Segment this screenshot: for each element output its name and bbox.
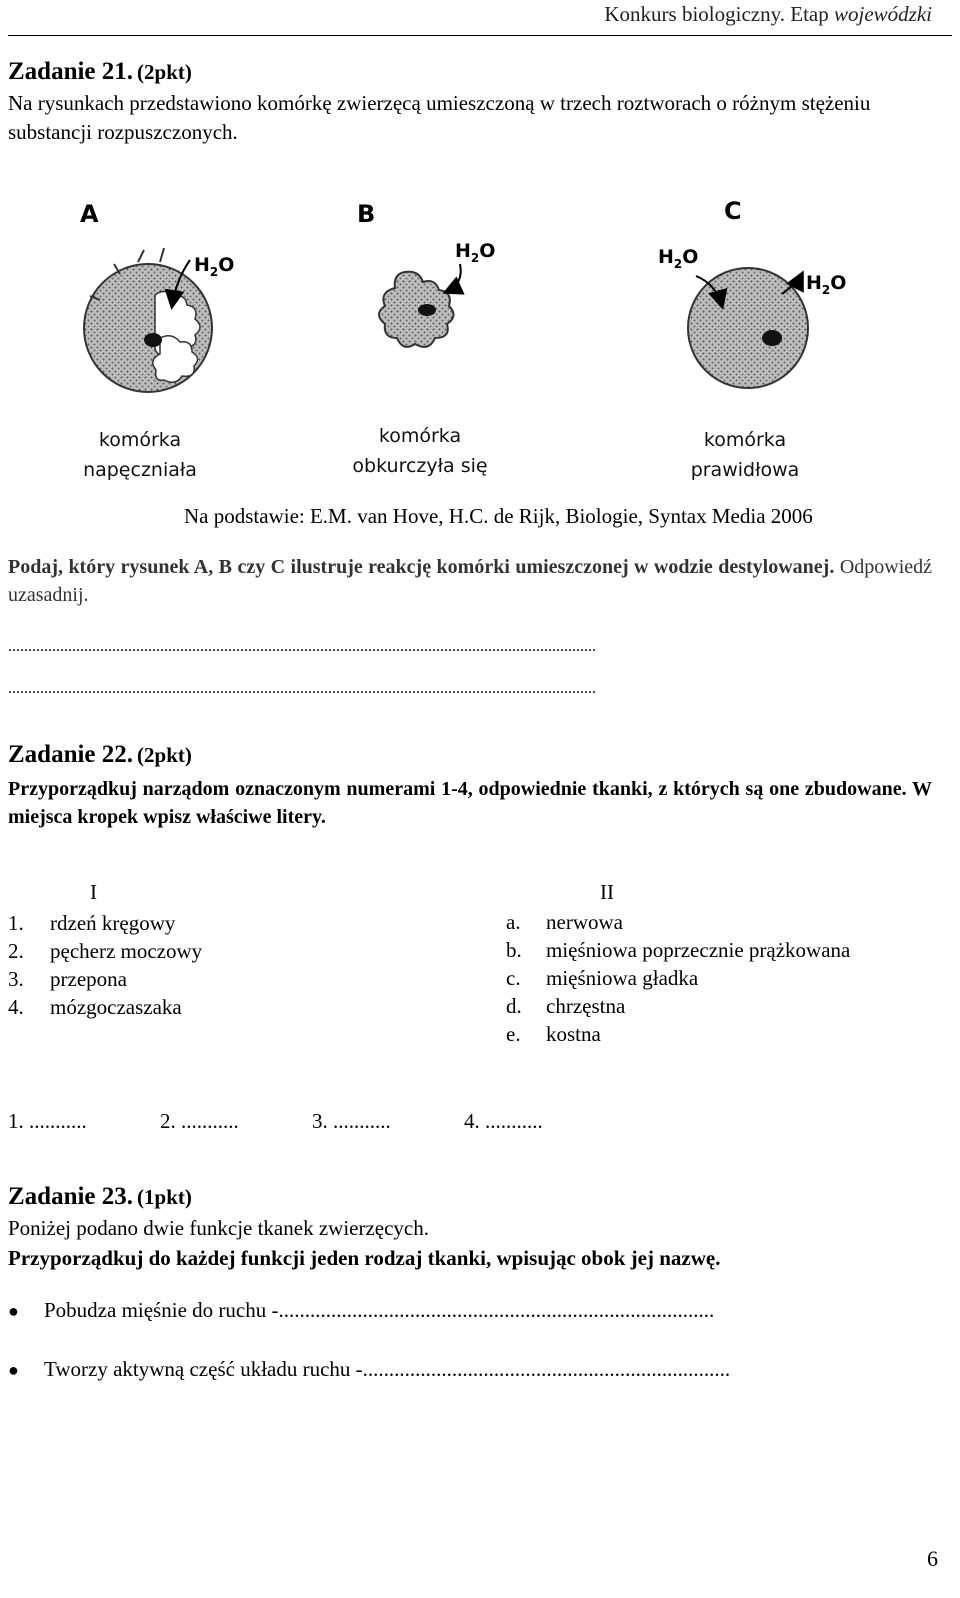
list-item: 3. przepona (8, 967, 127, 991)
answer-slot-2[interactable]: 2. ........... (160, 1109, 239, 1133)
task23-heading (8, 1183, 192, 1211)
task22-heading (8, 741, 192, 769)
cell-a (84, 248, 212, 392)
list-item: b. mięśniowa poprzecznie prążkowana (506, 938, 851, 962)
task22-points: (2pkt) (137, 743, 192, 767)
water-label-a: $H_2O$ (194, 254, 235, 279)
task23-intro: Poniżej podano dwie funkcje tkanek zwierzęcych. (8, 1216, 429, 1240)
answer-slot-4[interactable]: 4. ........... (464, 1109, 543, 1133)
tissue-list (506, 908, 850, 1048)
answer-line-1[interactable]: ................................................................................................................................................... (8, 638, 596, 655)
header-rule (8, 35, 952, 36)
task21-intro: Na rysunkach przedstawiono komórkę zwierzęcą umieszczoną w trzech roztworach o różnym stężeniu substancji rozpuszczonych. (8, 91, 871, 144)
column-ii-header: II (600, 880, 614, 904)
list-item: 4. mózgoczaszaka (8, 995, 182, 1019)
caption-a: komórka napęczniała (83, 429, 197, 481)
task21-points: (2pkt) (137, 60, 192, 84)
task21-heading (8, 58, 192, 86)
organ-list (8, 909, 202, 1021)
task23-instruction: Przyporządkuj do każdej funkcji jeden rodzaj tkanki, wpisując obok jej nazwę. (8, 1246, 721, 1270)
task21-question: Podaj, który rysunek A, B czy C ilustruje reakcję komórki umieszczonej w wodzie destylowanej. Odpowiedź uzasadnij. (8, 556, 933, 606)
figure-label-c: C (724, 197, 742, 225)
caption-c: komórka prawidłowa (690, 429, 800, 481)
list-item: e. kostna (506, 1022, 601, 1046)
column-i-header: I (90, 880, 97, 904)
task22-title: Zadanie 22. (8, 741, 134, 768)
figure-source: Na podstawie: E.M. van Hove, H.C. de Rijk, Biologie, Syntax Media 2006 (184, 504, 813, 528)
header-stage: wojewódzki (834, 2, 932, 26)
water-label-c-out: $H_2O$ (806, 272, 847, 297)
task23-points: (1pkt) (137, 1185, 192, 1209)
task23-item-1: ● Pobudza mięśnie do ruchu -................................................................................... (8, 1298, 715, 1322)
header-prefix: Konkurs biologiczny. Etap (604, 2, 834, 26)
answer-line-2[interactable]: ................................................................................................................................................... (8, 680, 596, 697)
water-label-b: $H_2O$ (455, 240, 496, 265)
task23-item-2: ● Tworzy aktywną część układu ruchu -...................................................................... (8, 1357, 731, 1381)
figure-label-a: A (80, 200, 99, 228)
list-item: 2. pęcherz moczowy (8, 939, 203, 963)
water-label-c-in: $H_2O$ (658, 246, 699, 271)
answer-slot-3[interactable]: 3. ........... (312, 1109, 391, 1133)
task22-instruction: Przyporządkuj narządom oznaczonym numerami 1-4, odpowiednie tkanki, z których są one zbudowane. W miejsca kropek wpisz właściwe litery. (8, 778, 932, 828)
task23-title: Zadanie 23. (8, 1183, 134, 1210)
bullet-icon: ● (8, 1301, 19, 1321)
answer-slot-1[interactable]: 1. ........... (8, 1109, 87, 1133)
bullet-icon: ● (8, 1360, 19, 1380)
cell-b (379, 264, 461, 347)
cell-c (688, 268, 808, 388)
task22-answers (8, 1107, 616, 1135)
list-item: a. nerwowa (506, 910, 623, 934)
page-header (604, 2, 932, 27)
page-number: 6 (927, 1546, 938, 1571)
list-item: c. mięśniowa gładka (506, 966, 699, 990)
list-item: 1. rdzeń kręgowy (8, 911, 176, 935)
figure-label-b: B (357, 200, 376, 228)
list-item: d. chrzęstna (506, 994, 626, 1018)
task21-title: Zadanie 21. (8, 58, 134, 85)
caption-b: komórka obkurczyła się (352, 425, 488, 477)
